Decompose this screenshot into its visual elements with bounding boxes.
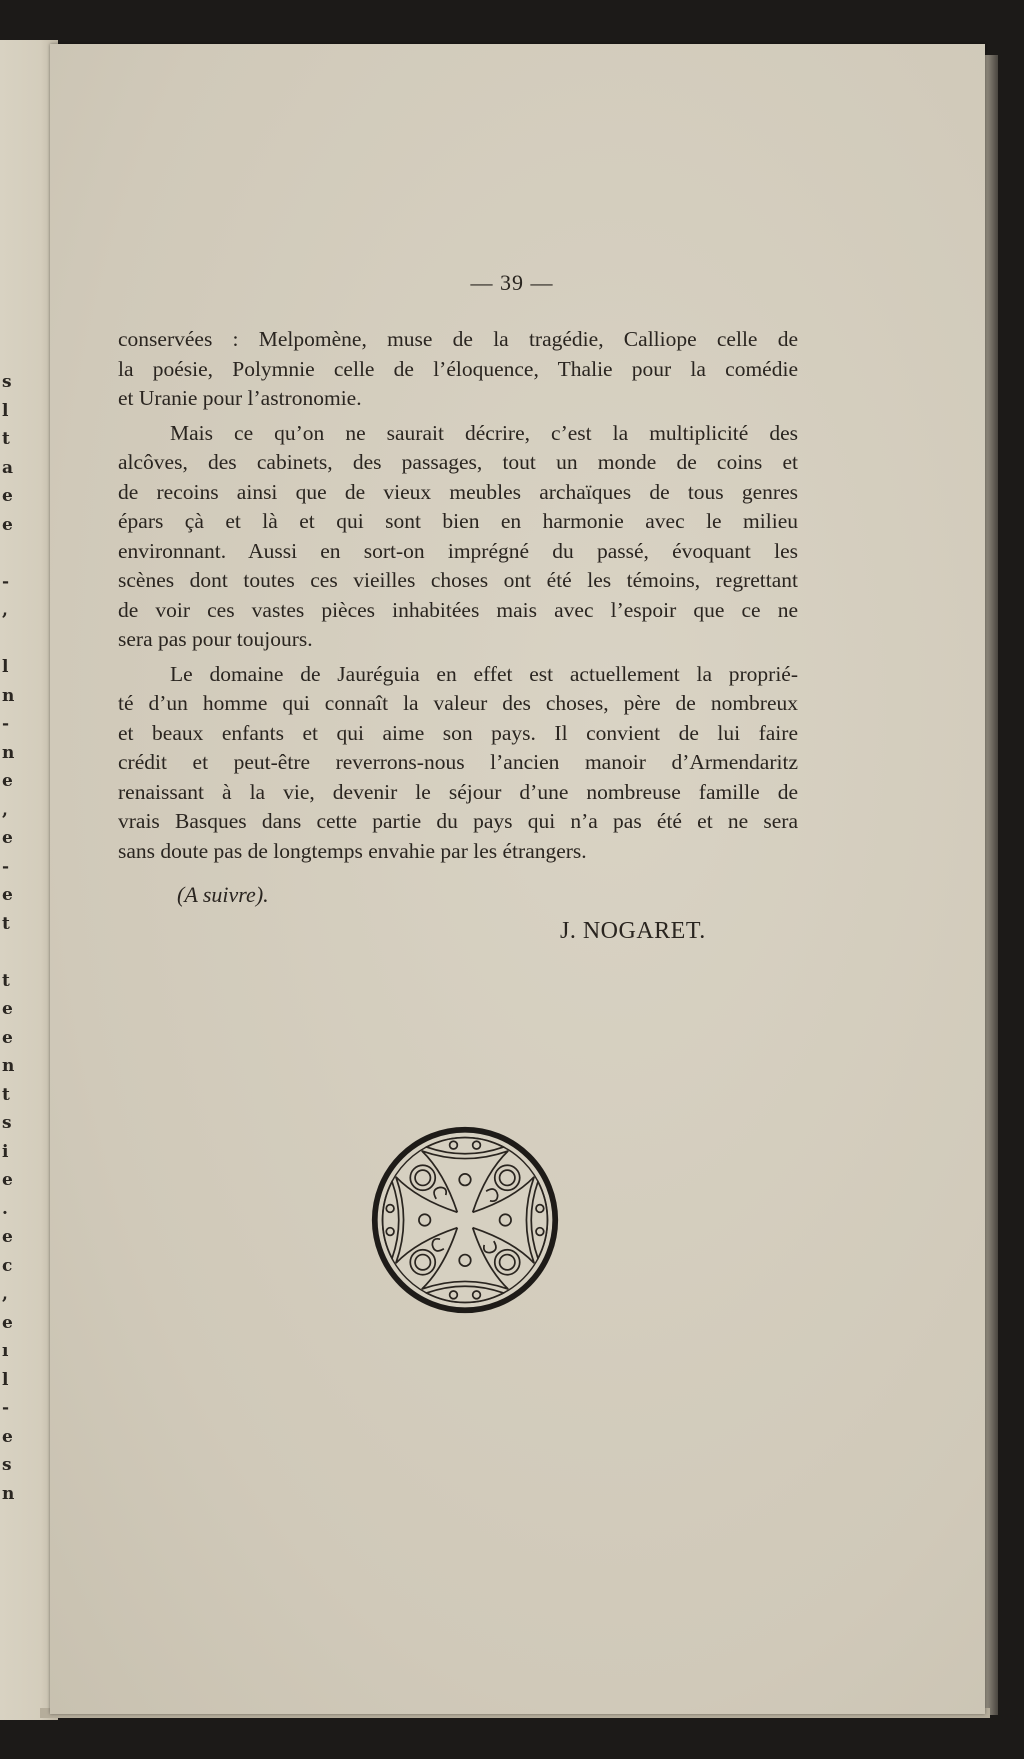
text-line: alcôves, des cabinets, des passages, tout un monde de coins et — [118, 450, 798, 474]
margin-letter: c — [2, 1255, 13, 1276]
margin-letter: t — [2, 1084, 10, 1105]
text-line: té d’un homme qui connaît la valeur des choses, père de nombreux — [118, 691, 798, 715]
margin-letter: , — [2, 799, 8, 820]
margin-letter: - — [2, 571, 10, 592]
text-line: de voir ces vastes pièces inhabitées mais avec l’espoir que ce ne — [118, 597, 798, 622]
margin-letter: n — [2, 742, 15, 763]
text-line: scènes dont toutes ces vieilles choses ont été les témoins, regrettant — [118, 568, 798, 592]
text-line: environnant. Aussi en sort-on imprégné du passé, évoquant les — [118, 538, 798, 563]
margin-letter: t — [2, 970, 10, 991]
margin-letter: t — [2, 429, 10, 449]
margin-letter: e — [2, 771, 13, 791]
margin-letter: e — [2, 1027, 13, 1048]
margin-letter — [2, 938, 16, 967]
text-line: la poésie, Polymnie celle de l’éloquence, Thalie pour la comédie — [118, 356, 798, 381]
margin-letter — [2, 539, 16, 568]
text-line: épars çà et là et qui sont bien en harmonie avec le milieu — [118, 509, 798, 533]
margin-letter: e — [2, 514, 13, 535]
margin-letter: n — [2, 685, 15, 706]
margin-letter: . — [2, 1198, 8, 1219]
to-be-continued-note: (A suivre). — [177, 882, 269, 907]
text-line: crédit et peut-être reverrons-nous l’ancien manoir d’Armendaritz — [118, 750, 798, 774]
paragraph — [118, 660, 798, 867]
text-line: Le domaine de Jauréguia en effet est actuellement la proprié- — [170, 661, 798, 686]
text-line: Mais ce qu’on ne saurait décrire, c’est la multiplicité des — [170, 420, 798, 445]
text-line: et beaux enfants et qui aime son pays. Il convient de lui faire — [118, 720, 798, 745]
margin-letter: e — [2, 1312, 13, 1333]
text-line: vrais Basques dans cette partie du pays qui n’a pas été et ne sera — [118, 809, 798, 833]
circular-cross-emblem-icon — [369, 1124, 561, 1316]
text-line: sera pas pour toujours. — [118, 627, 313, 651]
margin-letter: s — [2, 372, 12, 392]
margin-letter: e — [2, 828, 13, 848]
margin-letter: s — [2, 1455, 12, 1475]
text-line: conservées : Melpomène, muse de la tragédie, Calliope celle de — [118, 327, 798, 351]
margin-letter: l — [2, 657, 9, 677]
margin-letter: , — [2, 1284, 8, 1304]
margin-letter: e — [2, 1227, 13, 1247]
margin-letter: n — [2, 1056, 15, 1076]
margin-letter: - — [2, 1398, 10, 1418]
margin-letter: , — [2, 600, 8, 620]
margin-letter: i — [2, 1141, 9, 1162]
text-line: sans doute pas de longtemps envahie par les étrangers. — [118, 838, 587, 863]
margin-letter: e — [2, 1170, 13, 1190]
margin-letter — [2, 625, 16, 654]
article-body — [118, 325, 798, 871]
margin-letter: s — [2, 1113, 12, 1133]
margin-letter: n — [2, 1483, 15, 1504]
margin-letter: e — [2, 486, 13, 506]
margin-letter: e — [2, 1426, 13, 1447]
margin-letter: ı — [2, 1341, 9, 1361]
page-number: — 39 — — [470, 270, 554, 295]
margin-letter: - — [2, 856, 10, 877]
margin-letter: l — [2, 400, 9, 421]
author-signature: J. NOGARET. — [560, 918, 706, 944]
text-line: et Uranie pour l’astronomie. — [118, 386, 362, 410]
paragraph — [118, 419, 798, 655]
text-line: renaissant à la vie, devenir le séjour d’une nombreuse famille de — [118, 779, 798, 804]
text-line: de recoins ainsi que de vieux meubles archaïques de tous genres — [118, 479, 798, 504]
paragraph — [118, 325, 798, 414]
margin-letter: t — [2, 913, 10, 934]
margin-letter: e — [2, 999, 13, 1019]
facing-page-text-fragments — [2, 368, 16, 1508]
margin-letter: a — [2, 457, 14, 478]
margin-letter: l — [2, 1369, 9, 1390]
margin-letter: e — [2, 885, 13, 905]
margin-letter: - — [2, 714, 10, 734]
